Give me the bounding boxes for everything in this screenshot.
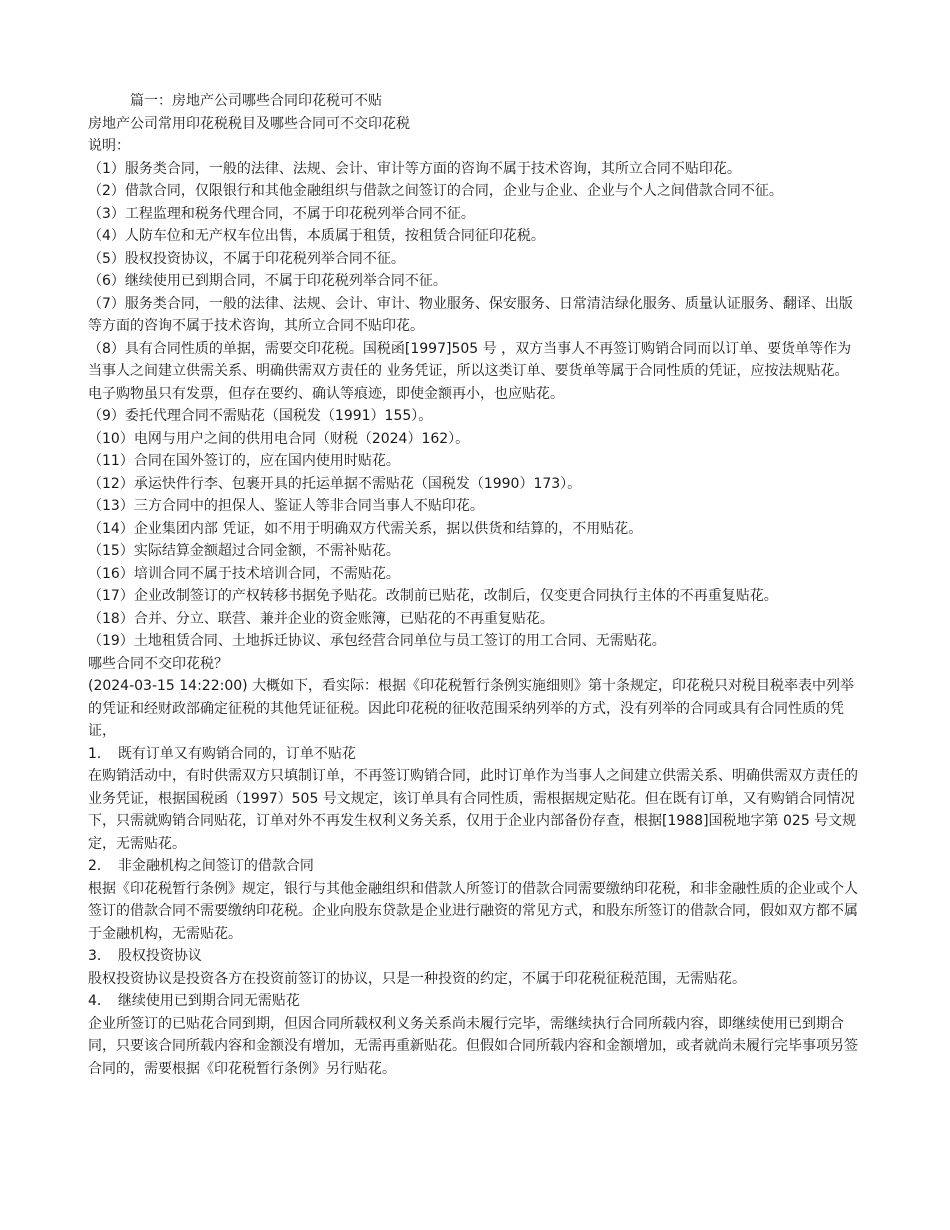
paragraph: （5）股权投资协议，不属于印花税列举合同不征。 xyxy=(88,250,405,267)
paragraph: （11）合同在国外签订的，应在国内使用时贴花。 xyxy=(88,453,400,469)
paragraph: （16）培训合同不属于技术培训合同，不需贴花。 xyxy=(88,565,400,582)
paragraph: （2）借款合同，仅限银行和其他金融组织与借款之间签订的合同，企业与企业、企业与个人之间借款合同不征。 xyxy=(88,183,783,199)
paragraph: （10）电网与用户之间的供用电合同（财税（2024）162）。 xyxy=(88,430,470,447)
paragraph: 股权投资协议是投资各方在投资前签订的协议，只是一种投资的约定，不属于印花税征税范围，无需贴花。 xyxy=(88,970,746,987)
paragraph: （1）服务类合同，一般的法律、法规、会计、审计等方面的咨询不属于技术咨询，其所立合同不贴印花。 xyxy=(88,160,741,177)
paragraph: 房地产公司常用印花税税目及哪些合同可不交印花税 xyxy=(88,115,410,132)
paragraph: （4）人防车位和无产权车位出售，本质属于租赁，按租赁合同征印花税。 xyxy=(88,228,545,244)
paragraph: 1． 既有订单又有购销合同的，订单不贴花 xyxy=(88,745,356,762)
paragraph: （7）服务类合同，一般的法律、法规、会计、审计、物业服务、保安服务、日常清洁绿化服务、质量认证服务、翻译、出版等方面的咨询不属于技术咨询，其所立合同不贴印花。 xyxy=(88,295,853,334)
paragraph: 4． 继续使用已到期合同无需贴花 xyxy=(88,993,300,1009)
paragraph: （19）土地租赁合同、土地拆迁协议、承包经营合同单位与员工签订的用工合同、无需贴花。 xyxy=(88,633,666,649)
paragraph: （8）具有合同性质的单据，需要交印花税。国税函[1997]505 号 ，双方当事人不再签订购销合同而以订单、要货单等作为当事人之间建立供需关系、明确供需双方责任的 业务凭证，所以这类订单、要货单等属于合同性质的凭证，应按法规贴花。 xyxy=(88,340,852,379)
paragraph: 在购销活动中，有时供需双方只填制订单，不再签订购销合同，此时订单作为当事人之间建立供需关系、明确供需双方责任的业务凭证，根据国税函（1997）505 号文规定，该订单具有合同性质，需根据规定贴花。但在既有订单，又有购销合同情况下，只需就购销合同贴花，订单对外不再发生权利义务关系，仅用于企业内部备份存查，根据[1988]国税地字第 025 号文规定，无需贴花。 xyxy=(88,768,858,852)
paragraph: 2． 非金融机构之间签订的借款合同 xyxy=(88,858,314,874)
document-paragraphs xyxy=(88,113,860,1081)
paragraph: （9）委托代理合同不需贴花（国税发（1991）155）。 xyxy=(88,408,433,424)
document-heading: 篇一：房地产公司哪些合同印花税可不贴 xyxy=(130,93,382,109)
paragraph: （6）继续使用已到期合同，不属于印花税列举合同不征。 xyxy=(88,273,447,289)
paragraph: 哪些合同不交印花税？ xyxy=(88,655,228,672)
paragraph: （14）企业集团内部 凭证，如不用于明确双方代需关系，据以供货和结算的，不用贴花。 xyxy=(88,520,643,537)
paragraph: 企业所签订的已贴花合同到期，但因合同所载权利义务关系尚未履行完毕，需继续执行合同所载内容，即继续使用已到期合同，只要该合同所载内容和金额没有增加，无需再重新贴花。但假如合同所载内容和金额增加，或者就尚未履行完毕事项另签合同的，需要根据《印花税暂行条例》另行贴花。 xyxy=(88,1015,858,1077)
paragraph: 说明： xyxy=(88,138,130,154)
paragraph: （17）企业改制签订的产权转移书据免予贴花。改制前已贴花，改制后，仅变更合同执行主体的不再重复贴花。 xyxy=(88,588,778,604)
paragraph: （15）实际结算金额超过合同金额，不需补贴花。 xyxy=(88,543,400,559)
document-body xyxy=(88,90,860,1080)
paragraph: 电子购物虽只有发票，但存在要约、确认等痕迹，即使金额再小，也应贴花。 xyxy=(88,385,564,402)
paragraph: （18）合并、分立、联营、兼并企业的资金账簿，已贴花的不再重复贴花。 xyxy=(88,610,554,627)
paragraph: 3． 股权投资协议 xyxy=(88,948,202,964)
paragraph: 根据《印花税暂行条例》规定，银行与其他金融组织和借款人所签订的借款合同需要缴纳印花税，和非金融性质的企业或个人签订的借款合同不需要缴纳印花税。企业向股东贷款是企业进行融资的常见方式，和股东所签订的借款合同，假如双方都不属于金融机构，无需贴花。 xyxy=(88,880,858,942)
paragraph: （3）工程监理和税务代理合同，不属于印花税列举合同不征。 xyxy=(88,205,475,222)
paragraph: （12）承运快件行李、包裹开具的托运单据不需贴花（国税发（1990）173）。 xyxy=(88,475,582,492)
paragraph: (2024-03-15 14:22:00) 大概如下，看实际：根据《印花税暂行条例实施细则》第十条规定，印花税只对税目税率表中列举的凭证和经财政部确定征税的其他凭证征税。因此印花税的征收范围采纳列举的方式，没有列举的合同或具有合同性质的凭证， xyxy=(88,678,855,739)
paragraph: （13）三方合同中的担保人、鉴证人等非合同当事人不贴印花。 xyxy=(88,498,484,514)
